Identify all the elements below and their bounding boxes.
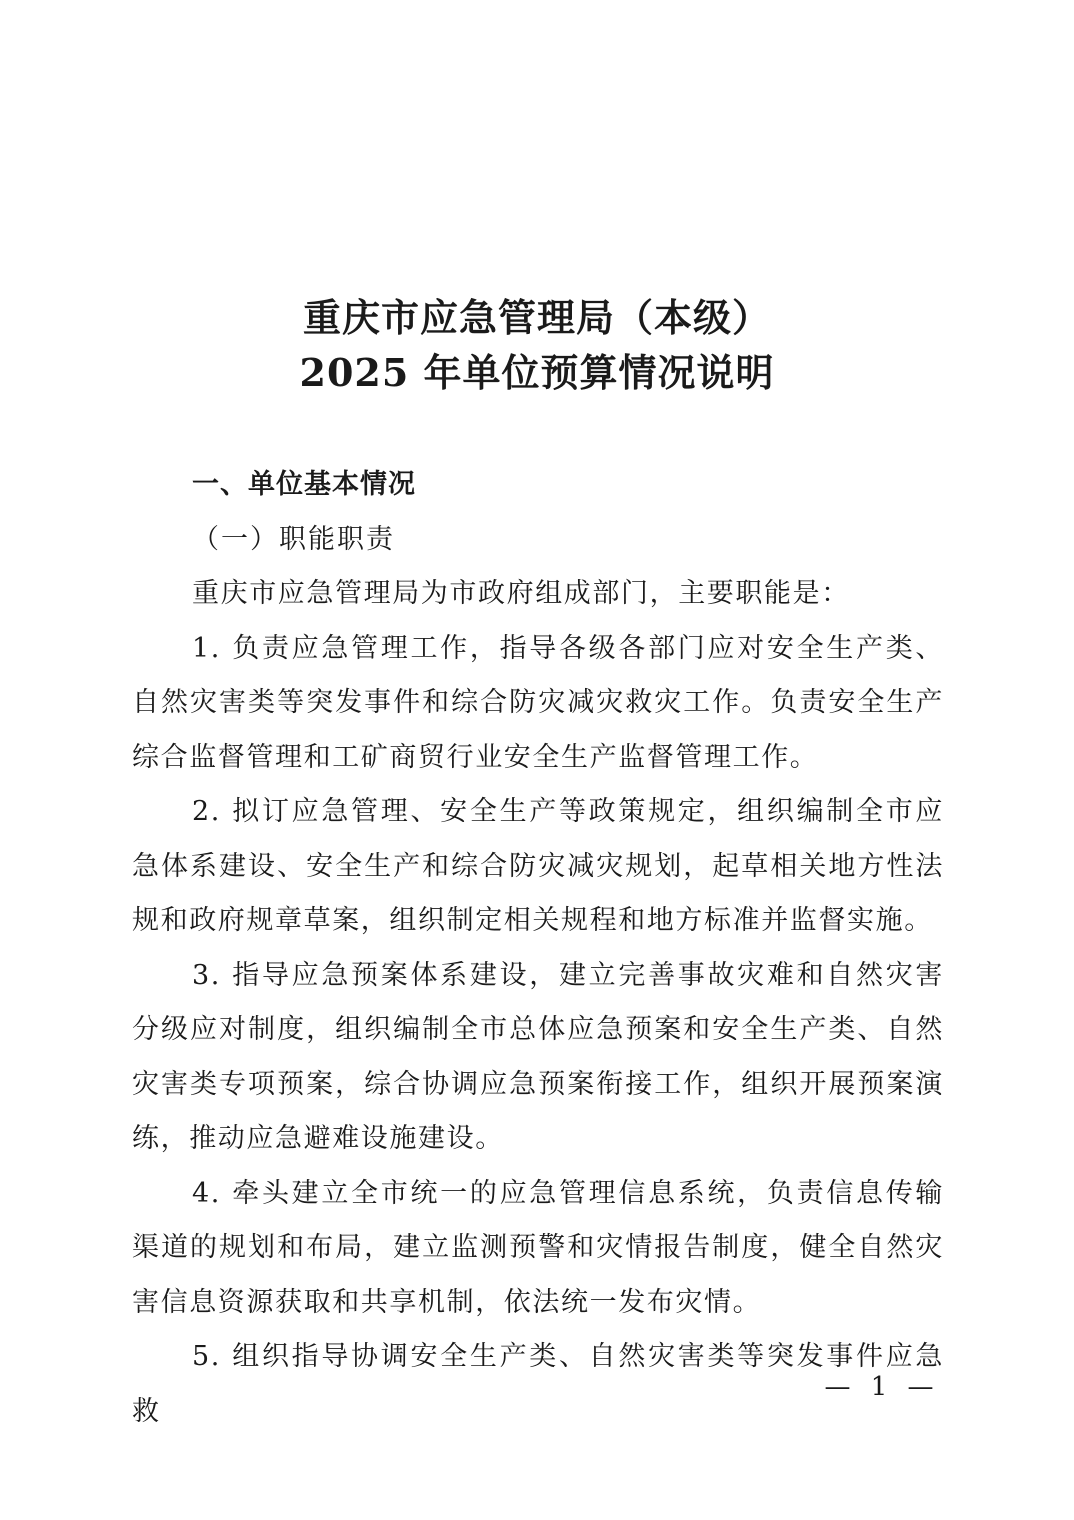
- duty-item-4: 4. 牵头建立全市统一的应急管理信息系统，负责信息传输渠道的规划和布局，建立监测预警和灾情报告制度，健全自然灾害信息资源获取和共享机制，依法统一发布灾情。: [132, 1177, 944, 1318]
- duty-item-2: 2. 拟订应急管理、安全生产等政策规定，组织编制全市应急体系建设、安全生产和综合防灾减灾规划，起草相关地方性法规和政府规章草案，组织制定相关规程和地方标准并监督实施。: [132, 796, 944, 936]
- duty-item-5: 5. 组织指导协调安全生产类、自然灾害类等突发事件应急救: [132, 1341, 944, 1427]
- intro-paragraph: 重庆市应急管理局为市政府组成部门，主要职能是：: [192, 578, 850, 609]
- subsection-heading: （一）职能职责: [192, 523, 395, 555]
- duty-item-1: 1. 负责应急管理工作，指导各级各部门应对安全生产类、自然灾害类等突发事件和综合防灾减灾救灾工作。负责安全生产综合监督管理和工矿商贸行业安全生产监督管理工作。: [132, 632, 944, 773]
- document-body: [132, 458, 944, 1439]
- section-heading: 一、单位基本情况: [192, 469, 416, 500]
- document-title-line1: 重庆市应急管理局（本级）: [302, 295, 771, 340]
- document-title-line2: 2025 年单位预算情况说明: [299, 350, 775, 395]
- page-number: — 1 —: [824, 1372, 940, 1402]
- duty-item-3: 3. 指导应急预案体系建设，建立完善事故灾难和自然灾害分级应对制度，组织编制全市总体应急预案和安全生产类、自然灾害类专项预案，综合协调应急预案衔接工作，组织开展预案演练，推动应急避难设施建设。: [132, 959, 944, 1154]
